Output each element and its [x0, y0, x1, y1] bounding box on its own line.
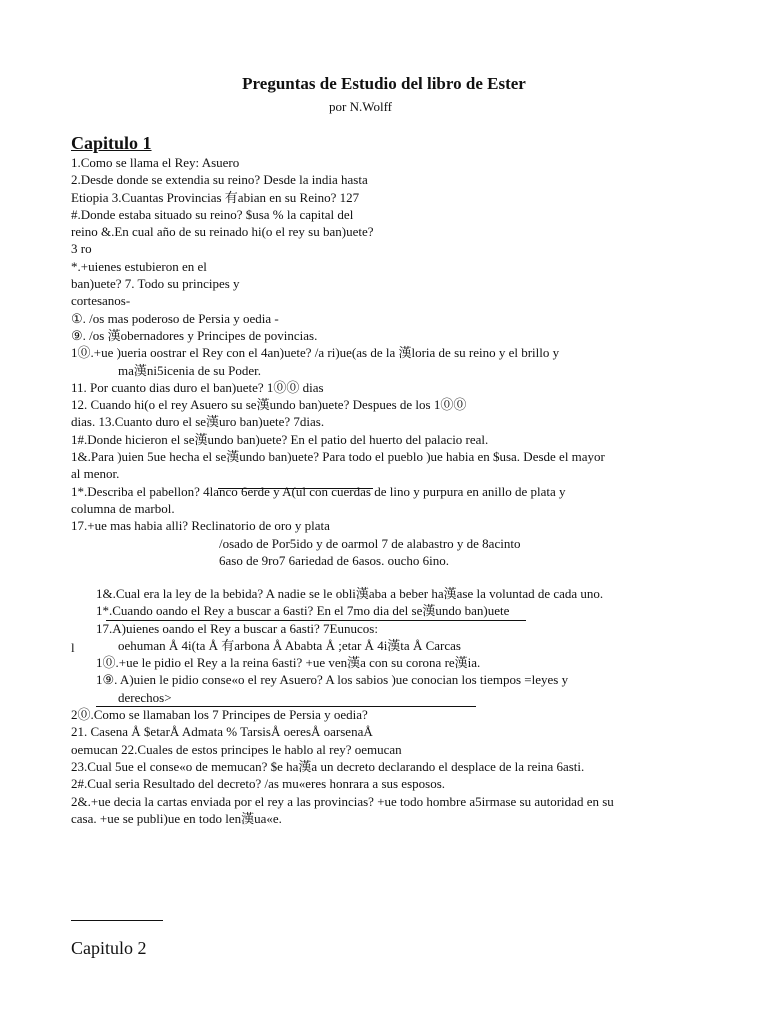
text-line: oemucan 22.Cuales de estos principes le hablo al rey? oemucan — [71, 741, 402, 757]
text-line: dias. 13.Cuanto duro el se漢uro ban)uete? 7dias. — [71, 414, 325, 430]
text-line: 11. Por cuanto dias duro el ban)uete? 1⓪⓪ dias — [71, 379, 324, 395]
text-line: 1⓪.+ue )ueria oostrar el Rey con el 4an)uete? /a ri)ue(as de la 漢loria de su reino y el brillo y — [71, 345, 560, 361]
text-line: Etiopia 3.Cuantas Provincias 有abian en su Reino? 127 — [71, 189, 360, 205]
text-line: 12. Cuando hi(o el rey Asuero su se漢undo ban)uete? Despues de los 1⓪⓪ — [71, 397, 467, 413]
text-line: #.Donde estaba situado su reino? $usa % la capital del — [71, 206, 354, 222]
text-line: 17.+ue mas habia alli? Reclinatorio de oro y plata — [71, 518, 330, 534]
text-line: 2&.+ue decia la cartas enviada por el rey a las provincias? +ue todo hombre a5irmase su autoridad en su — [71, 793, 614, 809]
divider-line — [96, 706, 476, 707]
section-rule — [71, 920, 163, 921]
text-line: ma漢ni5icenia de su Poder. — [118, 362, 261, 378]
text-line: 2.Desde donde se extendia su reino? Desde la india hasta — [71, 172, 368, 188]
margin-mark: l — [71, 640, 75, 655]
text-line: ①. /os mas poderoso de Persia y oedia - — [71, 310, 279, 326]
chapter-1-questions — [71, 154, 711, 569]
chapter-1-heading: Capitulo 1 — [71, 133, 152, 153]
text-line: 3 ro — [71, 241, 92, 257]
text-line: 17.A)uienes oando el Rey a buscar a 6asti? 7Eunucos: — [96, 620, 378, 636]
underline-rule — [106, 620, 526, 621]
document-title: Preguntas de Estudio del libro de Ester — [242, 74, 526, 93]
text-line: casa. +ue se publi)ue en todo len漢ua«e. — [71, 810, 282, 826]
text-line: 1⓪.+ue le pidio el Rey a la reina 6asti? +ue ven漢a con su corona re漢ia. — [96, 655, 481, 671]
document-author — [0, 98, 710, 115]
text-line: reino &.En cual año de su reinado hi(o el rey su ban)uete? — [71, 224, 374, 240]
text-line: al menor. — [71, 466, 120, 482]
text-line: 1.Como se llama el Rey: Asuero — [71, 155, 240, 170]
text-line: 21. Casena Å $etarÅ Admata % TarsisÅ oeresÅ oarsenaÅ — [71, 724, 373, 740]
text-line: /osado de Por5ido y de oarmol 7 de alabastro y de 8acinto — [219, 535, 521, 551]
text-line: ⑨. /os 漢obernadores y Principes de povincias. — [71, 327, 318, 343]
text-line: columna de marbol. — [71, 500, 175, 516]
text-line: derechos> — [118, 689, 172, 705]
chapter-2-heading: Capitulo 2 — [71, 938, 147, 958]
text-line: 2⓪.Como se llamaban los 7 Principes de Persia y oedia? — [71, 707, 368, 723]
text-line: 1#.Donde hicieron el se漢undo ban)uete? En el patio del huerto del palacio real. — [71, 431, 489, 447]
text-line: 2#.Cual seria Resultado del decreto? /as mu«eres honrara a sus esposos. — [71, 776, 446, 792]
divider-line — [218, 488, 373, 489]
text-line: 23.Cual 5ue el conse«o de memucan? $e ha漢a un decreto declarando el desplace de la reina 6asti. — [71, 758, 585, 774]
text-line: 1&.Para )uien 5ue hecha el se漢undo ban)uete? Para todo el pueblo )ue habia en $usa. Desde el mayor — [71, 449, 605, 465]
text-line: *.+uienes estubieron en el — [71, 258, 207, 274]
text-line: oehuman Å 4i(ta Å 有arbona Å Ababta Å ;etar Å 4i漢ta Å Carcas — [118, 637, 461, 653]
text-line: cortesanos- — [71, 293, 131, 309]
text-line: 1&.Cual era la ley de la bebida? A nadie se le obli漢aba a beber ha漢ase la voluntad de cada uno. — [96, 586, 604, 601]
text-line: 6aso de 9ro7 6ariedad de 6asos. oucho 6ino. — [219, 552, 449, 568]
author-text: por N.Wolff — [329, 99, 392, 114]
text-line: 1*.Cuando oando el Rey a buscar a 6asti? En el 7mo dia del se漢undo ban)uete — [96, 603, 510, 619]
text-line: ban)uete? 7. Todo su principes y — [71, 276, 240, 292]
text-line: 1*.Describa el pabellon? 4lanco 6erde y A(ul con cuerdas de lino y purpura en anillo de plata y — [71, 483, 566, 499]
text-line: 1⑨. A)uien le pidio conse«o el rey Asuero? A los sabios )ue conocian los tiempos =leyes y — [96, 672, 569, 688]
